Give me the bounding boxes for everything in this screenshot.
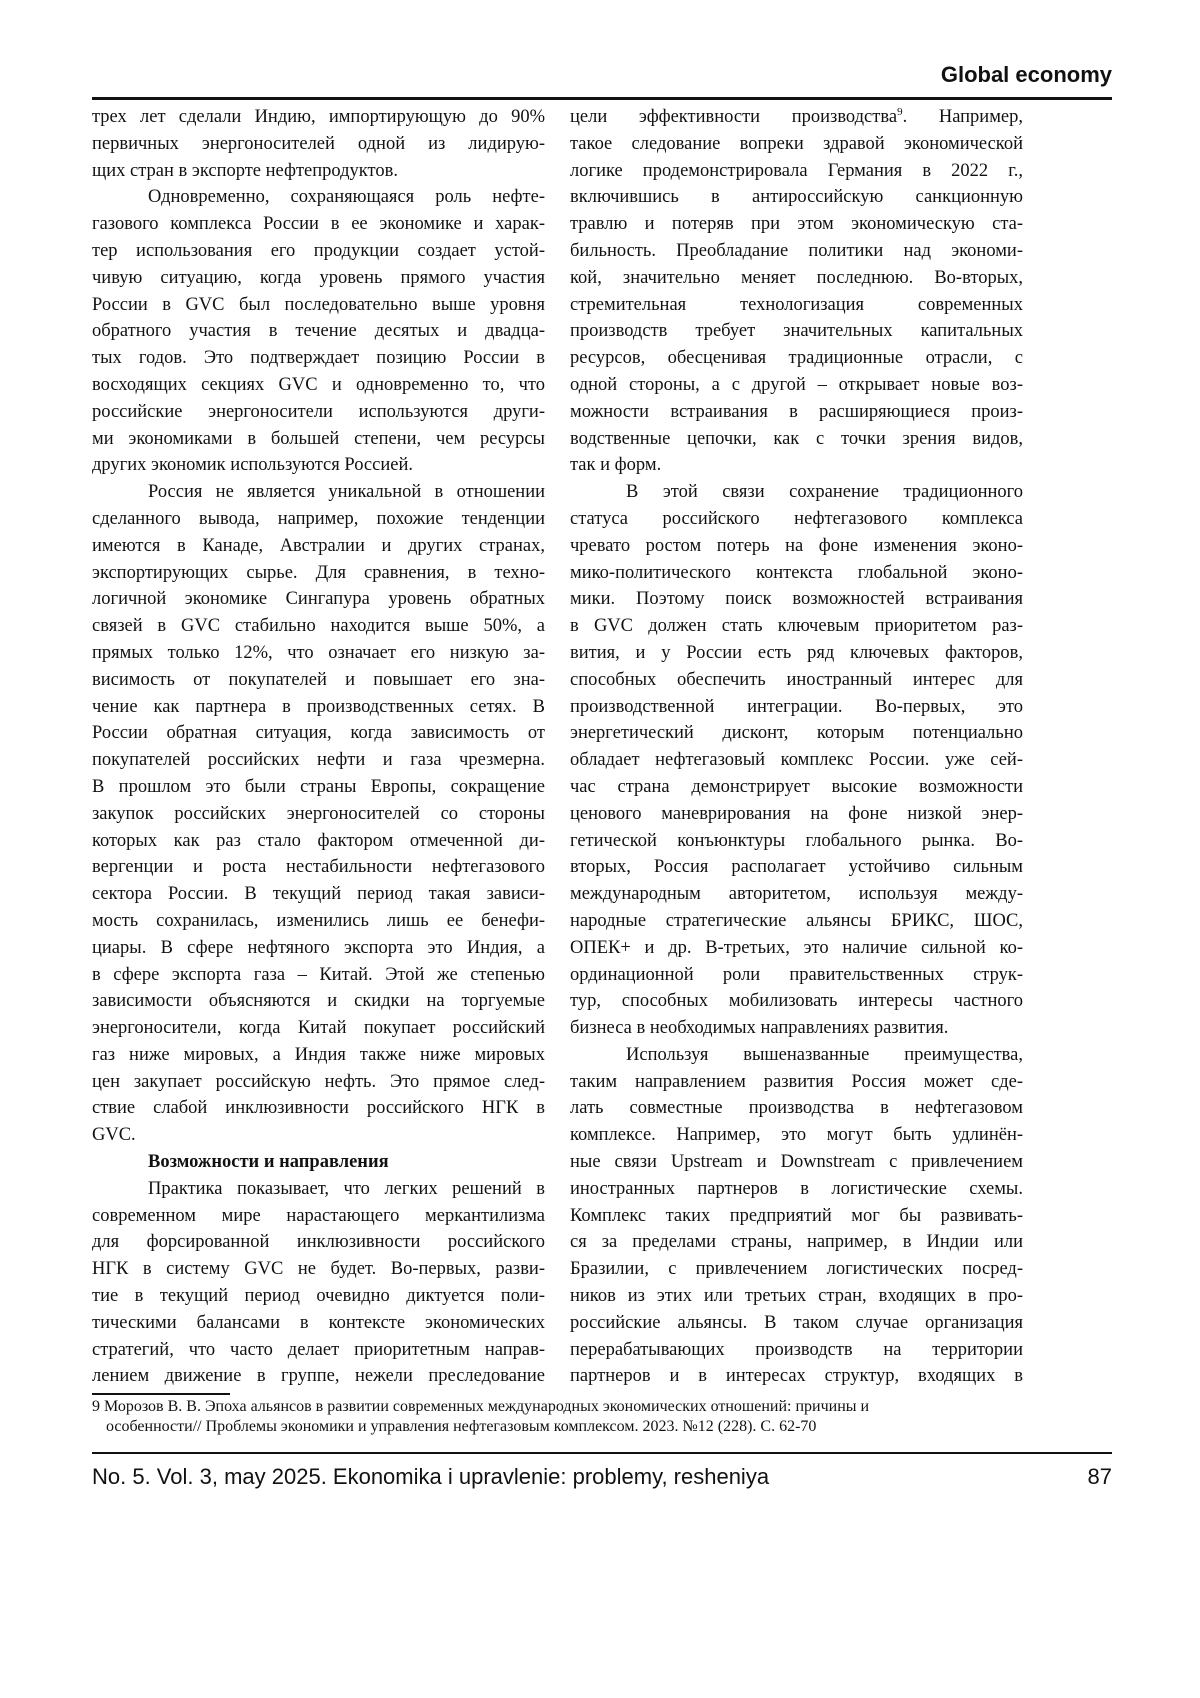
text-line: связей в GVC стабильно находится выше 50%, а [92, 613, 545, 640]
text-line: одной стороны, а с другой – открывает новые воз- [570, 372, 1023, 399]
text-line: имеются в Канаде, Австралии и других странах, [92, 533, 545, 560]
text-line: ные связи Upstream и Downstream с привлечением [570, 1149, 1023, 1176]
text-line: для форсированной инклюзивности российского [92, 1229, 545, 1256]
footnote-rule [92, 1393, 230, 1395]
text-line: прямых только 12%, что означает его низкую за- [92, 640, 545, 667]
left-column [92, 104, 545, 1390]
text-line: цен закупает российскую нефть. Это прямое след- [92, 1069, 545, 1096]
text-line: бильность. Преобладание политики над экономи- [570, 238, 1023, 265]
text-line: тер использования его продукции создает устой- [92, 238, 545, 265]
text-line: логичной экономике Сингапура уровень обратных [92, 586, 545, 613]
text-line: производственной интеграции. Во-первых, это [570, 694, 1023, 721]
text-line: сделанного вывода, например, похожие тенденции [92, 506, 545, 533]
footnote-line: особенности// Проблемы экономики и управления нефтегазовым комплексом. 2023. №12 (228). С. 62-70 [92, 1417, 1112, 1437]
text-line: лать совместные производства в нефтегазовом [570, 1095, 1023, 1122]
text-line: современном мире нарастающего меркантилизма [92, 1203, 545, 1230]
text-line: закупок российских энергоносителей со стороны [92, 801, 545, 828]
text-line: ординационной роли правительственных струк- [570, 962, 1023, 989]
journal-citation: No. 5. Vol. 3, may 2025. Ekonomika i upravlenie: problemy, resheniya [92, 1464, 769, 1490]
text-line: комплексе. Например, это могут быть удлинён- [570, 1122, 1023, 1149]
text-line: в сфере экспорта газа – Китай. Этой же степенью [92, 962, 545, 989]
text-line: тых годов. Это подтверждает позицию России в [92, 345, 545, 372]
text-line: народные стратегические альянсы БРИКС, ШОС, [570, 908, 1023, 935]
text-line: перерабатывающих производств на территории [570, 1337, 1023, 1364]
text-line: так и форм. [570, 452, 1023, 479]
text-line: кой, значительно меняет последнюю. Во-вторых, [570, 265, 1023, 292]
text-line: ми экономиками в большей степени, чем ресурсы [92, 426, 545, 453]
text-line: Используя вышеназванные преимущества, [570, 1042, 1023, 1069]
text-fragment: . Например, [903, 107, 1023, 127]
header-rule [92, 97, 1112, 100]
text-line: стремительная технологизация современных [570, 292, 1023, 319]
text-line: циары. В сфере нефтяного экспорта это Индия, а [92, 935, 545, 962]
text-line: мость сохранилась, изменились лишь ее бенефи- [92, 908, 545, 935]
text-line: ценового маневрирования на фоне низкой энер- [570, 801, 1023, 828]
text-line: водственные цепочки, как с точки зрения видов, [570, 426, 1023, 453]
text-line: иностранных партнеров в логистические схемы. [570, 1176, 1023, 1203]
text-line: В этой связи сохранение традиционного [570, 479, 1023, 506]
text-line: энергетический дисконт, которым потенциально [570, 720, 1023, 747]
footer-rule [92, 1452, 1112, 1454]
text-line: мики. Поэтому поиск возможностей встраивания [570, 586, 1023, 613]
text-line: статуса российского нефтегазового комплекса [570, 506, 1023, 533]
text-line: восходящих секциях GVC и одновременно то, что [92, 372, 545, 399]
text-line: ресурсов, обесценивая традиционные отрасли, с [570, 345, 1023, 372]
text-line: GVC. [92, 1122, 545, 1149]
text-line: Комплекс таких предприятий мог бы развивать- [570, 1203, 1023, 1230]
text-line: включившись в антироссийскую санкционную [570, 184, 1023, 211]
text-line: ся за пределами страны, например, в Индии или [570, 1229, 1023, 1256]
text-line: международным авторитетом, используя между- [570, 881, 1023, 908]
footnote-line: 9 Морозов В. В. Эпоха альянсов в развитии современных международных экономических отношений: причины и [92, 1397, 1112, 1417]
text-line: российские альянсы. В таком случае организация [570, 1310, 1023, 1337]
text-line: первичных энергоносителей одной из лидирую- [92, 131, 545, 158]
text-line: чение как партнера в производственных сетях. В [92, 694, 545, 721]
text-line: мико-политического контекста глобальной эконо- [570, 560, 1023, 587]
text-line: гетической конъюнктуры глобального рынка. Во- [570, 828, 1023, 855]
text-line: стратегий, что часто делает приоритетным направ- [92, 1337, 545, 1364]
text-line: в GVC должен стать ключевым приоритетом раз- [570, 613, 1023, 640]
text-line: России обратная ситуация, когда зависимость от [92, 720, 545, 747]
text-line: чивую ситуацию, когда уровень прямого участия [92, 265, 545, 292]
text-line: тическими балансами в контексте экономических [92, 1310, 545, 1337]
text-line: тур, способных мобилизовать интересы частного [570, 988, 1023, 1015]
text-line: вития, и у России есть ряд ключевых факторов, [570, 640, 1023, 667]
text-line: логике продемонстрировала Германия в 2022 г., [570, 158, 1023, 185]
text-line: производств требует значительных капитальных [570, 318, 1023, 345]
text-line: экспортирующих сырье. Для сравнения, в техно- [92, 560, 545, 587]
text-line: Практика показывает, что легких решений в [92, 1176, 545, 1203]
text-line: других экономик используются Россией. [92, 452, 545, 479]
text-line: бизнеса в необходимых направлениях развития. [570, 1015, 1023, 1042]
text-line: российские энергоносители используются други- [92, 399, 545, 426]
text-line: можности встраивания в расширяющиеся произ- [570, 399, 1023, 426]
text-line: трех лет сделали Индию, импортирующую до 90% [92, 104, 545, 131]
text-line [570, 104, 1023, 131]
text-line: способных обеспечить иностранный интерес для [570, 667, 1023, 694]
text-line: лением движение в группе, нежели преследование [92, 1363, 545, 1390]
text-line: Россия не является уникальной в отношении [92, 479, 545, 506]
footnote-ref[interactable]: 9 [897, 106, 903, 118]
text-line: газового комплекса России в ее экономике и харак- [92, 211, 545, 238]
text-line: Бразилии, с привлечением логистических посред- [570, 1256, 1023, 1283]
running-head-section: Global economy [941, 62, 1112, 88]
text-line: щих стран в экспорте нефтепродуктов. [92, 158, 545, 185]
page-number: 87 [1088, 1464, 1112, 1490]
text-line: чревато ростом потерь на фоне изменения эконо- [570, 533, 1023, 560]
page-footer [92, 1464, 1112, 1490]
text-line: покупателей российских нефти и газа чрезмерна. [92, 747, 545, 774]
text-line: висимость от покупателей и повышает его зна- [92, 667, 545, 694]
footnote [92, 1397, 1112, 1437]
text-line: партнеров и в интересах структур, входящих в [570, 1363, 1023, 1390]
text-line: зависимости объясняются и скидки на торгуемые [92, 988, 545, 1015]
text-line: сектора России. В текущий период такая зависи- [92, 881, 545, 908]
right-column [570, 104, 1023, 1390]
text-line: час страна демонстрирует высокие возможности [570, 774, 1023, 801]
text-line: газ ниже мировых, а Индия также ниже мировых [92, 1042, 545, 1069]
text-line: тие в текущий период очевидно диктуется поли- [92, 1283, 545, 1310]
text-fragment: цели эффективности производства [570, 107, 897, 127]
text-line: ствие слабой инклюзивности российского НГК в [92, 1095, 545, 1122]
text-line: ников из этих или третьих стран, входящих в про- [570, 1283, 1023, 1310]
text-line: России в GVC был последовательно выше уровня [92, 292, 545, 319]
text-line: вторых, Россия располагает устойчиво сильным [570, 854, 1023, 881]
text-line: Одновременно, сохраняющаяся роль нефте- [92, 184, 545, 211]
text-line: ОПЕК+ и др. В-третьих, это наличие сильной ко- [570, 935, 1023, 962]
text-line: такое следование вопреки здравой экономической [570, 131, 1023, 158]
text-line: обратного участия в течение десятых и двадца- [92, 318, 545, 345]
text-line: НГК в систему GVC не будет. Во-первых, разви- [92, 1256, 545, 1283]
text-line: которых как раз стало фактором отмеченной ди- [92, 828, 545, 855]
text-line: обладает нефтегазовый комплекс России. уже сей- [570, 747, 1023, 774]
text-line: таким направлением развития Россия может сде- [570, 1069, 1023, 1096]
text-line: травлю и потеряв при этом экономическую ста- [570, 211, 1023, 238]
text-line: В прошлом это были страны Европы, сокращение [92, 774, 545, 801]
text-line: вергенции и роста нестабильности нефтегазового [92, 854, 545, 881]
text-line: энергоносители, когда Китай покупает российский [92, 1015, 545, 1042]
section-heading: Возможности и направления [92, 1149, 545, 1176]
